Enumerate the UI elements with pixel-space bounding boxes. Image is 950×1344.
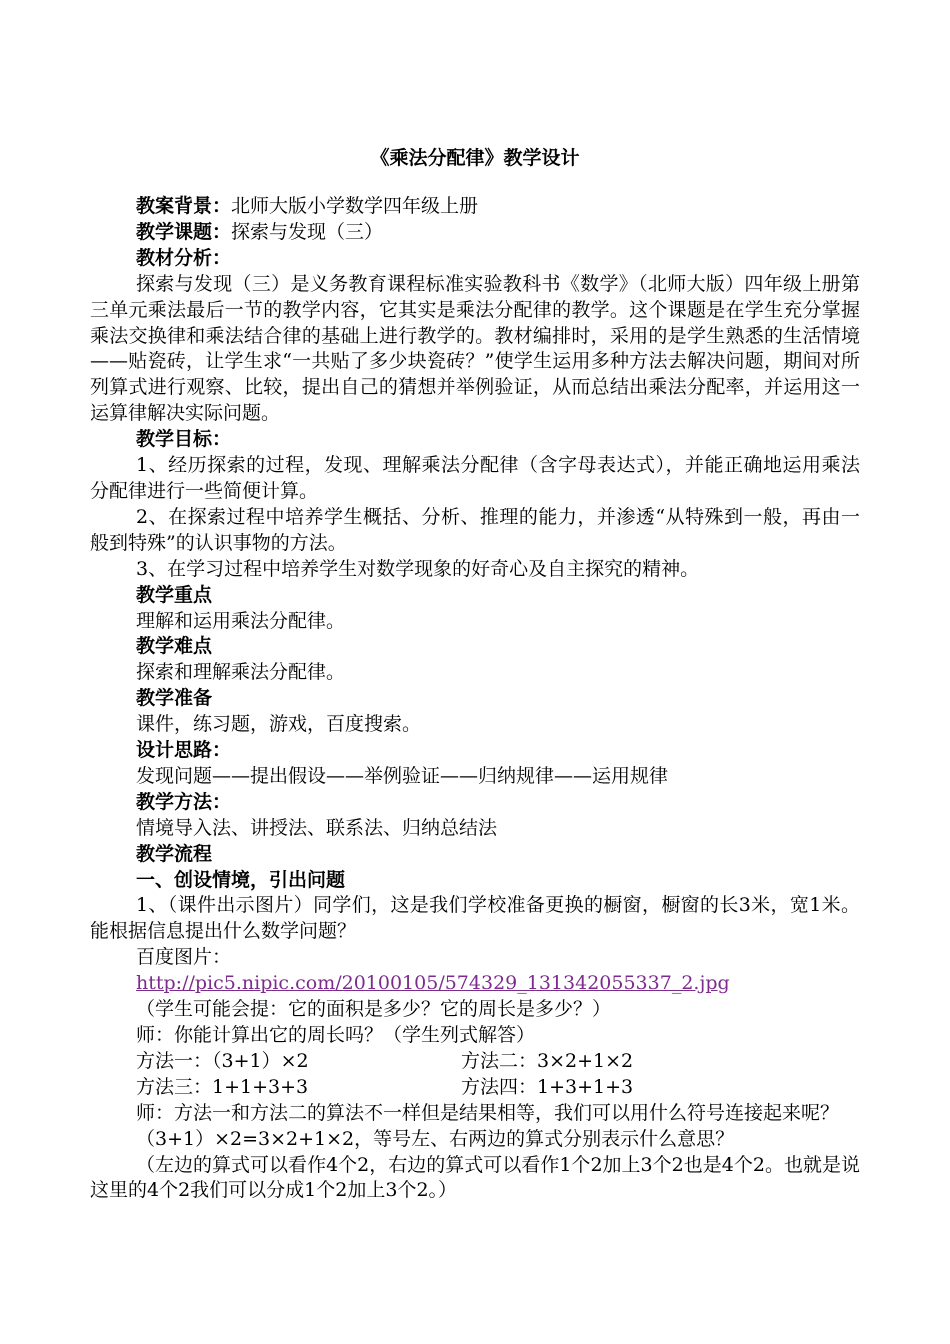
- flow-paragraph-6: （左边的算式可以看作4个2，右边的算式可以看作1个2加上3个2也是4个2。也就是说这里的4个2我们可以分成1个2加上3个2。）: [90, 1153, 860, 1202]
- key-heading: 教学重点: [136, 583, 213, 606]
- topic-line: [90, 220, 860, 246]
- flow-paragraph-1: 1、（课件出示图片）同学们，这是我们学校准备更换的橱窗，橱窗的长3米，宽1米。能根据信息提出什么数学问题？: [90, 894, 860, 943]
- image-link[interactable]: http://pic5.nipic.com/20100105/574329_131342055337_2.jpg: [136, 972, 730, 995]
- flow-heading: 教学流程: [136, 842, 213, 865]
- method-1: 方法一：（3+1）×2: [136, 1049, 309, 1072]
- goal-item-3: 3、在学习过程中培养学生对数学现象的好奇心及自主探究的精神。: [136, 557, 700, 580]
- idea-heading: 设计思路：: [136, 739, 232, 762]
- method-text: 情境导入法、讲授法、联系法、归纳总结法: [136, 816, 498, 839]
- topic-label: 教学课题：: [136, 220, 232, 243]
- prep-text: 课件，练习题，游戏，百度搜索。: [136, 713, 422, 736]
- flow-paragraph-4: 师：方法一和方法二的算法不一样但是结果相等，我们可以用什么符号连接起来呢？: [136, 1101, 840, 1124]
- method-heading: 教学方法：: [136, 790, 232, 813]
- methods-row-2: [90, 1075, 860, 1101]
- image-link-line: [90, 971, 860, 997]
- method-3: 方法三：1+1+3+3: [136, 1075, 309, 1098]
- background-line: [90, 194, 860, 220]
- section-1-heading: 一、创设情境，引出问题: [136, 868, 346, 891]
- flow-paragraph-5: （3+1）×2=3×2+1×2，等号左、右两边的算式分别表示什么意思？: [136, 1127, 735, 1150]
- analysis-paragraph: 探索与发现（三）是义务教育课程标准实验教科书《数学》（北师大版）四年级上册第三单元乘法最后一节的教学内容，它其实是乘法分配律的教学。这个课题是在学生充分掌握乘法交换律和乘法结合律的基础上进行教学的。教材编排时，采用的是学生熟悉的生活情境——贴瓷砖，让学生求“一共贴了多少块瓷砖？”使学生运用多种方法去解决问题，期间对所列算式进行观察、比较，提出自己的猜想并举例验证，从而总结出乘法分配率，并运用这一运算律解决实际问题。: [90, 272, 860, 425]
- method-4: 方法四：1+3+1+3: [461, 1075, 634, 1098]
- difficulty-text: 探索和理解乘法分配律。: [136, 661, 346, 684]
- method-2: 方法二：3×2+1×2: [461, 1049, 634, 1072]
- key-text: 理解和运用乘法分配律。: [136, 609, 346, 632]
- flow-paragraph-2: （学生可能会提：它的面积是多少？它的周长是多少？）: [136, 998, 612, 1021]
- analysis-heading: 教材分析：: [136, 246, 232, 269]
- background-label: 教案背景：: [136, 195, 232, 217]
- goals-heading: 教学目标：: [136, 428, 232, 451]
- document-title: 《乘法分配律》教学设计: [370, 147, 580, 169]
- background-value: 北师大版小学数学四年级上册: [231, 195, 479, 217]
- difficulty-heading: 教学难点: [136, 635, 213, 658]
- goal-item-1: 1、经历探索的过程，发现、理解乘法分配律（含字母表达式），并能正确地运用乘法分配律进行一些简便计算。: [90, 454, 860, 502]
- image-label: 百度图片：: [136, 946, 232, 969]
- prep-heading: 教学准备: [136, 687, 213, 710]
- idea-text: 发现问题——提出假设——举例验证——归纳规律——运用规律: [136, 764, 669, 787]
- document-body: [90, 194, 860, 1204]
- topic-value: 探索与发现（三）: [231, 220, 384, 243]
- goal-item-2: 2、在探索过程中培养学生概括、分析、推理的能力，并渗透“从特殊到一般，再由一般到特殊”的认识事物的方法。: [90, 505, 860, 554]
- flow-paragraph-3: 师：你能计算出它的周长吗？（学生列式解答）: [136, 1024, 536, 1046]
- methods-row-1: [90, 1049, 860, 1075]
